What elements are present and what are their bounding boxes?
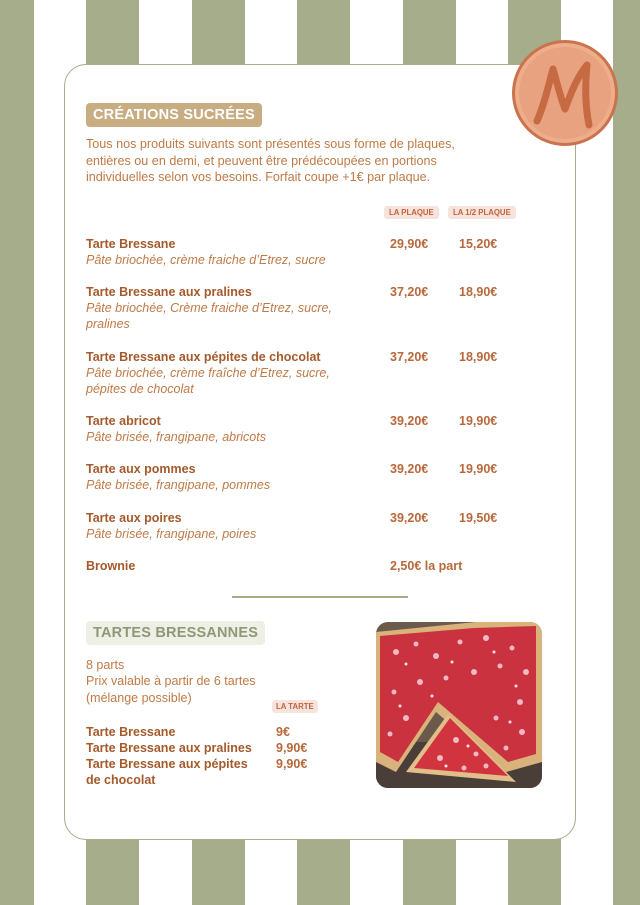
price-half-plaque: 19,90€	[459, 414, 498, 428]
price-plaque: 37,20€	[390, 350, 429, 364]
item-name: Brownie	[86, 559, 136, 573]
seal-monogram-icon	[512, 40, 618, 146]
praline-tart-photo	[376, 622, 542, 788]
tarte-name: Tarte Bressane aux pépites de chocolat	[86, 757, 248, 788]
column-header-tarte: LA TARTE	[272, 700, 318, 713]
item-name: Tarte abricot	[86, 414, 161, 428]
section-title-tartes-bressannes: TARTES BRESSANNES	[86, 621, 265, 645]
item-description: Pâte briochée, crème fraiche d’Etrez, sucre	[86, 253, 326, 267]
tarte-price: 9,90€	[276, 741, 308, 755]
item-name: Tarte Bressane aux pépites de chocolat	[86, 350, 321, 364]
menu-item	[86, 461, 366, 493]
price-half-plaque: 15,20€	[459, 237, 498, 251]
sucrees-intro-text: Tous nos produits suivants sont présentés sous forme de plaques, entières ou en demi, et peuvent être prédécoupées en portions individuelles selon vos besoins. Forfait coupe +1€ par plaque.	[86, 137, 455, 184]
price-per-part: 2,50€ la part	[390, 559, 463, 573]
item-name: Tarte aux pommes	[86, 462, 196, 476]
column-header-half-plaque: LA 1/2 PLAQUE	[448, 206, 516, 219]
tarte-price: 9,90€	[276, 757, 308, 771]
bressannes-info	[86, 657, 286, 706]
item-description: Pâte brisée, frangipane, abricots	[86, 430, 266, 444]
menu-item	[86, 510, 366, 542]
item-description: Pâte brisée, frangipane, pommes	[86, 478, 271, 492]
menu-item	[86, 349, 356, 398]
menu-item	[86, 413, 366, 445]
parts-count: 8 parts	[86, 658, 125, 672]
price-half-plaque: 18,90€	[459, 285, 498, 299]
price-plaque: 29,90€	[390, 237, 429, 251]
offer-text: Prix valable à partir de 6 tartes (mélange possible)	[86, 674, 256, 705]
price-plaque: 39,20€	[390, 511, 429, 525]
item-name: Tarte Bressane	[86, 237, 176, 251]
item-description: Pâte briochée, Crème fraiche d’Etrez, sucre, pralines	[86, 301, 332, 332]
tarte-name: Tarte Bressane	[86, 725, 176, 739]
menu-item	[86, 284, 356, 333]
price-plaque: 37,20€	[390, 285, 429, 299]
item-description: Pâte briochée, crème fraîche d’Etrez, sucre, pépites de chocolat	[86, 366, 330, 397]
item-name: Tarte Bressane aux pralines	[86, 285, 252, 299]
item-description: Pâte brisée, frangipane, poires	[86, 527, 257, 541]
stripe	[613, 0, 640, 905]
price-half-plaque: 19,90€	[459, 462, 498, 476]
menu-item	[86, 236, 366, 268]
section-title-creations-sucrees: CRÉATIONS SUCRÉES	[86, 103, 262, 127]
item-name: Tarte aux poires	[86, 511, 182, 525]
price-half-plaque: 18,90€	[459, 350, 498, 364]
stripe	[0, 0, 34, 905]
price-plaque: 39,20€	[390, 462, 429, 476]
tarte-name: Tarte Bressane aux pralines	[86, 741, 252, 755]
menu-item	[86, 558, 366, 574]
section-divider	[232, 596, 408, 598]
column-header-plaque: LA PLAQUE	[384, 206, 439, 219]
price-plaque: 39,20€	[390, 414, 429, 428]
tarte-price: 9€	[276, 725, 290, 739]
price-half-plaque: 19,50€	[459, 511, 498, 525]
